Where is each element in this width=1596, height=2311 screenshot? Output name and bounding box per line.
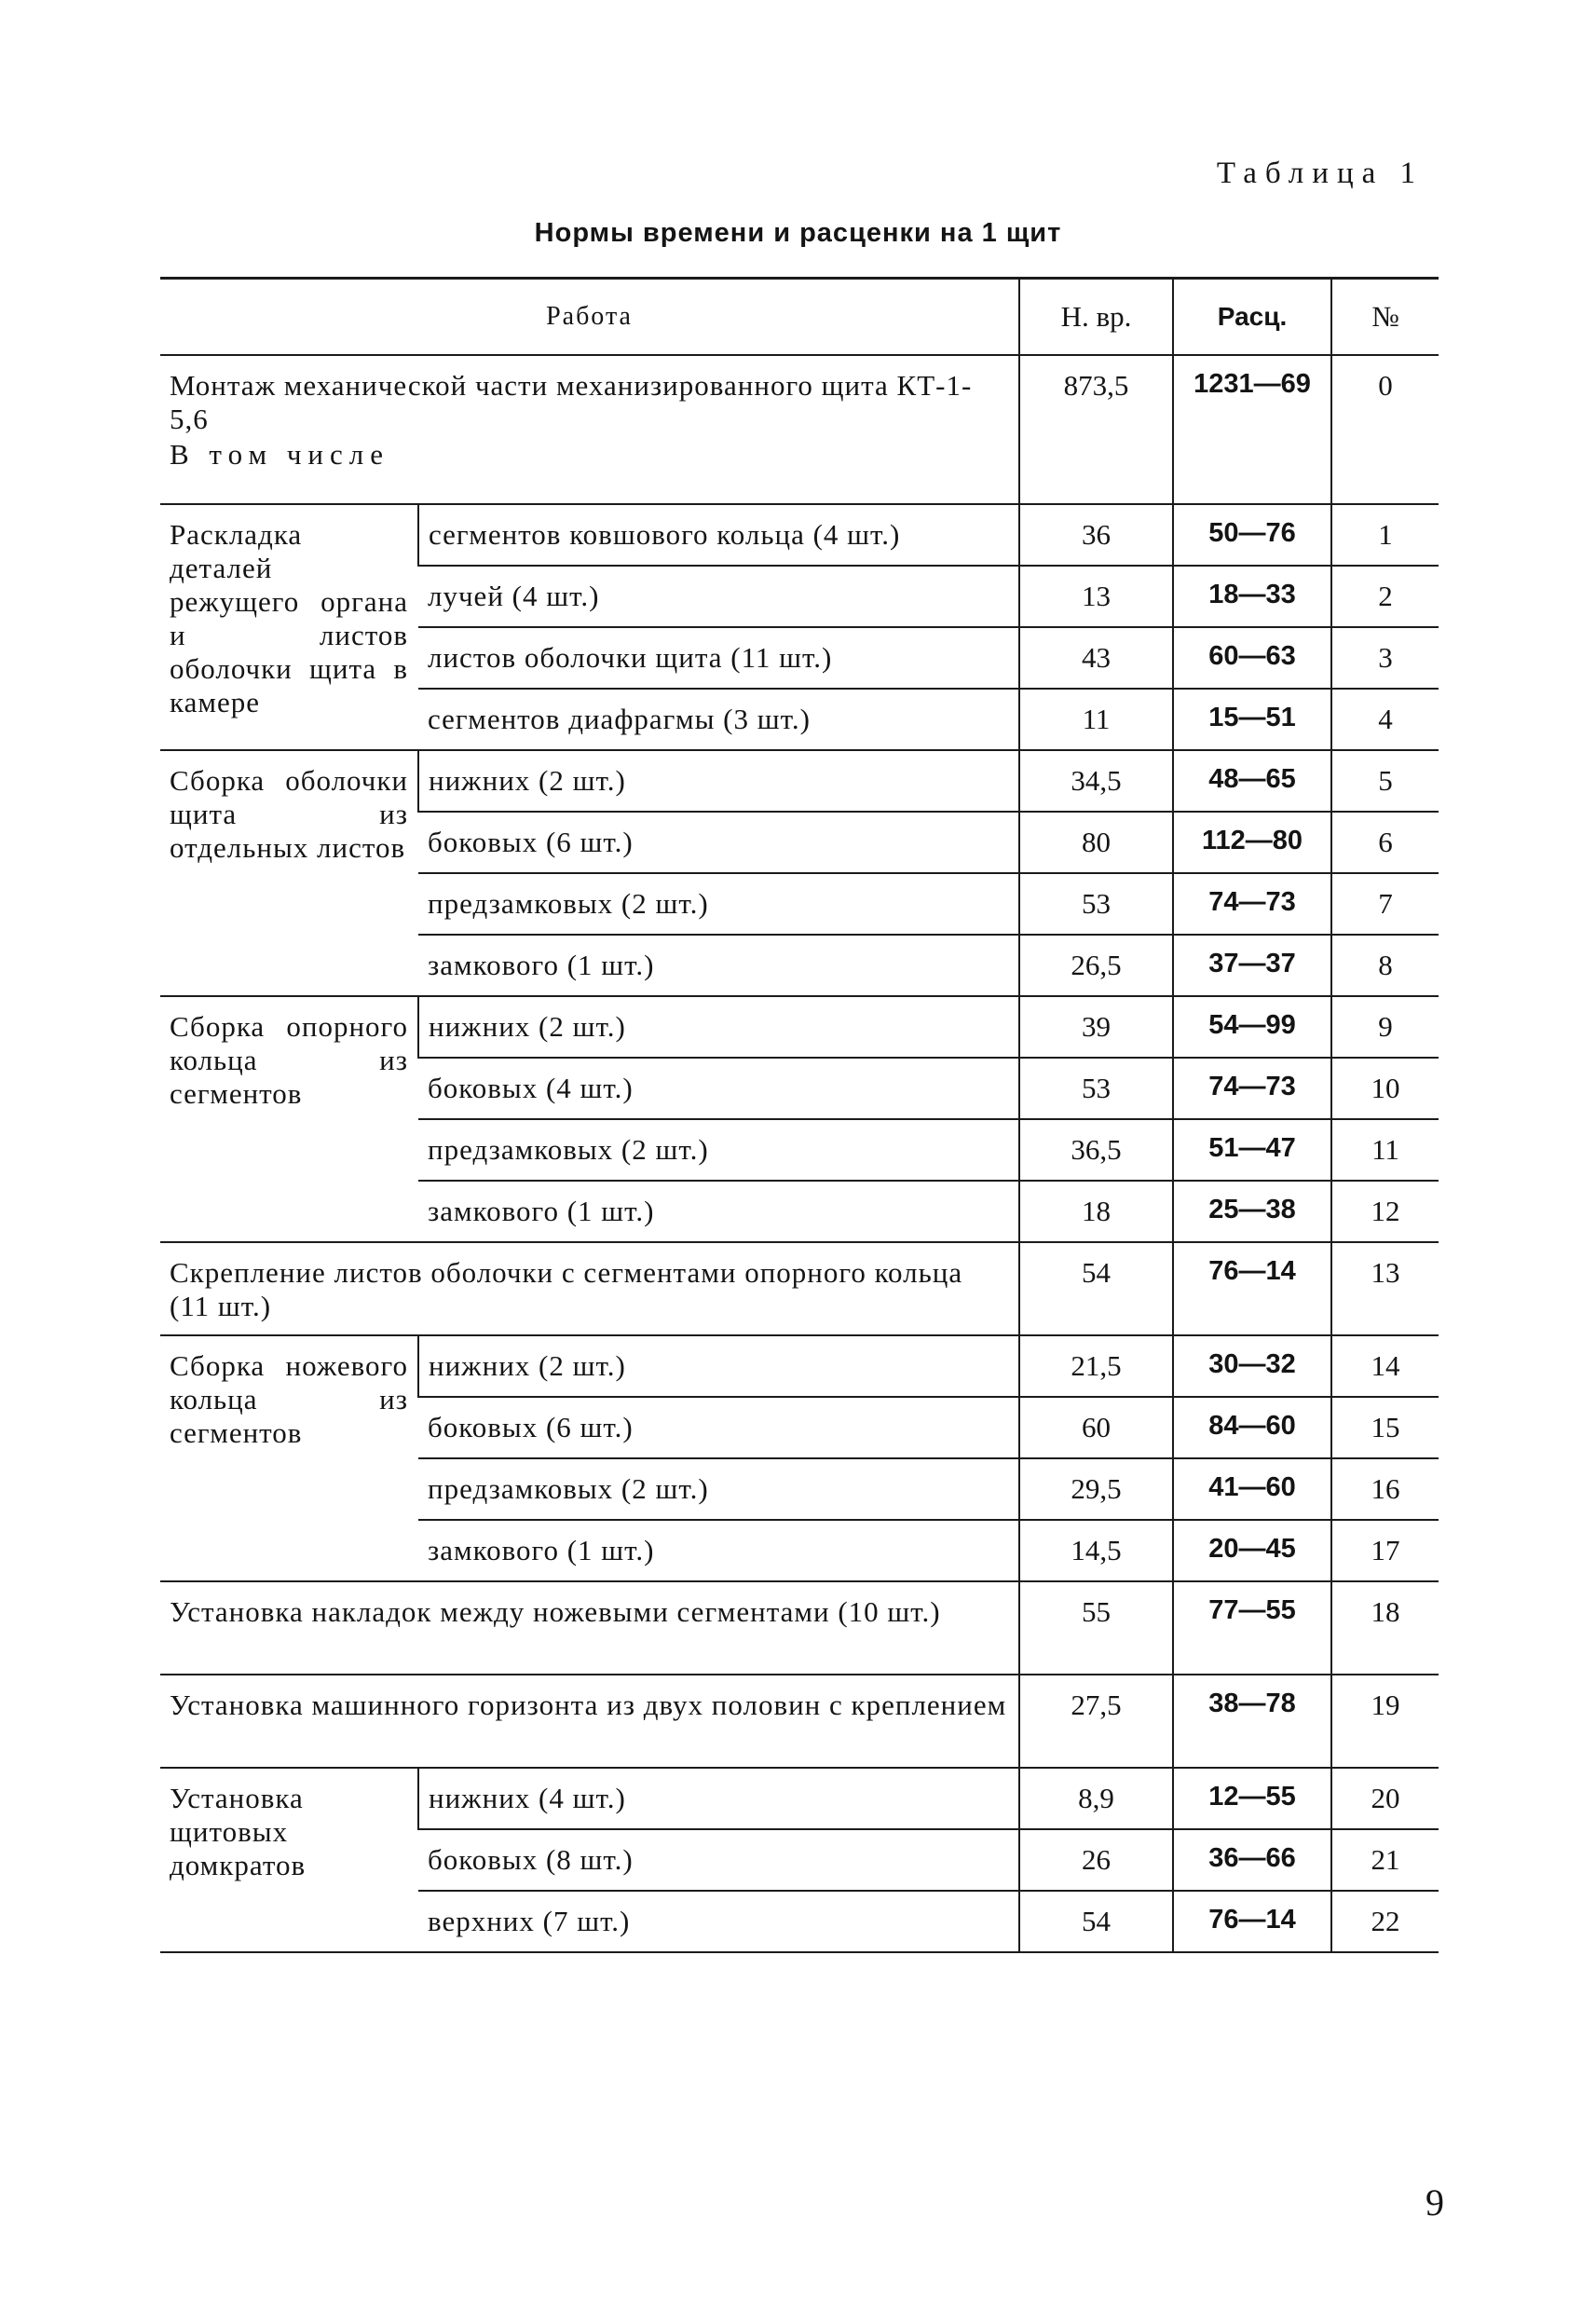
table-row <box>160 504 1439 566</box>
work-cell: Установка машинного горизонта из двух половин с креплением <box>160 1675 1019 1768</box>
group-label-cell: Раскладка деталей режущего органа и листов оболочки щита в камере <box>160 504 418 750</box>
group-label-cell: Сборка оболочки щита из отдельных листов <box>160 750 418 996</box>
norms-table <box>160 277 1439 1953</box>
time-cell: 14,5 <box>1019 1520 1173 1581</box>
row-number-cell: 14 <box>1331 1335 1439 1397</box>
row-number-cell: 3 <box>1331 627 1439 689</box>
row-number-cell: 13 <box>1331 1242 1439 1335</box>
row-number-cell: 15 <box>1331 1397 1439 1458</box>
subitem-cell: нижних (2 шт.) <box>418 996 1019 1058</box>
subitem-cell: боковых (4 шт.) <box>418 1058 1019 1119</box>
row-number-cell: 19 <box>1331 1675 1439 1768</box>
rate-cell: 20—45 <box>1173 1520 1331 1581</box>
column-header-rate: Расц. <box>1173 279 1331 356</box>
table-row-main <box>160 355 1439 504</box>
row-number-cell: 9 <box>1331 996 1439 1058</box>
row-number-cell: 5 <box>1331 750 1439 812</box>
subitem-cell: боковых (6 шт.) <box>418 812 1019 873</box>
work-cell: Установка накладок между ножевыми сегментами (10 шт.) <box>160 1581 1019 1675</box>
main-work-subtitle: В том числе <box>170 438 390 471</box>
subitem-cell: замкового (1 шт.) <box>418 935 1019 996</box>
time-cell: 26,5 <box>1019 935 1173 996</box>
table-body <box>160 355 1439 1952</box>
rate-cell: 76—14 <box>1173 1891 1331 1952</box>
subitem-cell: верхних (7 шт.) <box>418 1891 1019 1952</box>
subitem-cell: боковых (8 шт.) <box>418 1829 1019 1891</box>
group-label-cell: Сборка ножевого кольца из сегментов <box>160 1335 418 1581</box>
work-cell: Скрепление листов оболочки с сегментами опорного кольца (11 шт.) <box>160 1242 1019 1335</box>
rate-cell: 1231—69 <box>1173 355 1331 504</box>
rate-cell: 84—60 <box>1173 1397 1331 1458</box>
subitem-cell: предзамковых (2 шт.) <box>418 1458 1019 1520</box>
rate-cell: 74—73 <box>1173 1058 1331 1119</box>
time-cell: 43 <box>1019 627 1173 689</box>
row-number-cell: 21 <box>1331 1829 1439 1891</box>
time-cell: 54 <box>1019 1891 1173 1952</box>
time-cell: 39 <box>1019 996 1173 1058</box>
row-number-cell: 10 <box>1331 1058 1439 1119</box>
group-label-cell: Установка щитовых домкратов <box>160 1768 418 1952</box>
rate-cell: 36—66 <box>1173 1829 1331 1891</box>
row-number-cell: 17 <box>1331 1520 1439 1581</box>
row-number-cell: 2 <box>1331 566 1439 627</box>
row-number-cell: 4 <box>1331 689 1439 750</box>
rate-cell: 77—55 <box>1173 1581 1331 1675</box>
time-cell: 29,5 <box>1019 1458 1173 1520</box>
table-row <box>160 1242 1439 1335</box>
time-cell: 53 <box>1019 1058 1173 1119</box>
subitem-cell: нижних (2 шт.) <box>418 1335 1019 1397</box>
rate-cell: 30—32 <box>1173 1335 1331 1397</box>
row-number-cell: 22 <box>1331 1891 1439 1952</box>
subitem-cell: предзамковых (2 шт.) <box>418 873 1019 935</box>
time-cell: 36 <box>1019 504 1173 566</box>
group-label-cell: Сборка опорного кольца из сегментов <box>160 996 418 1242</box>
rate-cell: 38—78 <box>1173 1675 1331 1768</box>
table-label: Таблица 1 <box>1216 157 1424 190</box>
row-number-cell: 16 <box>1331 1458 1439 1520</box>
time-cell: 36,5 <box>1019 1119 1173 1181</box>
time-cell: 80 <box>1019 812 1173 873</box>
table-row <box>160 1768 1439 1829</box>
row-number-cell: 11 <box>1331 1119 1439 1181</box>
time-cell: 18 <box>1019 1181 1173 1242</box>
main-work-title: Монтаж механической части механизированного щита КТ-1-5,6 <box>170 369 973 435</box>
table-row <box>160 1581 1439 1675</box>
subitem-cell: замкового (1 шт.) <box>418 1520 1019 1581</box>
time-cell: 55 <box>1019 1581 1173 1675</box>
table-row <box>160 1335 1439 1397</box>
rate-cell: 51—47 <box>1173 1119 1331 1181</box>
subitem-cell: лучей (4 шт.) <box>418 566 1019 627</box>
subitem-cell: замкового (1 шт.) <box>418 1181 1019 1242</box>
time-cell: 54 <box>1019 1242 1173 1335</box>
table-row <box>160 996 1439 1058</box>
time-cell: 8,9 <box>1019 1768 1173 1829</box>
time-cell: 34,5 <box>1019 750 1173 812</box>
time-cell: 26 <box>1019 1829 1173 1891</box>
row-number-cell: 6 <box>1331 812 1439 873</box>
row-number-cell: 0 <box>1331 355 1439 504</box>
rate-cell: 112—80 <box>1173 812 1331 873</box>
column-header-num: № <box>1331 279 1439 356</box>
subitem-cell: нижних (4 шт.) <box>418 1768 1019 1829</box>
rate-cell: 76—14 <box>1173 1242 1331 1335</box>
rate-cell: 48—65 <box>1173 750 1331 812</box>
column-header-work: Работа <box>160 279 1019 356</box>
row-number-cell: 20 <box>1331 1768 1439 1829</box>
table-header-row <box>160 279 1439 356</box>
rate-cell: 37—37 <box>1173 935 1331 996</box>
rate-cell: 15—51 <box>1173 689 1331 750</box>
row-number-cell: 18 <box>1331 1581 1439 1675</box>
column-header-time: Н. вр. <box>1019 279 1173 356</box>
time-cell: 11 <box>1019 689 1173 750</box>
table-row <box>160 1675 1439 1768</box>
row-number-cell: 1 <box>1331 504 1439 566</box>
page-title: Нормы времени и расценки на 1 щит <box>534 218 1062 248</box>
subitem-cell: предзамковых (2 шт.) <box>418 1119 1019 1181</box>
time-cell: 27,5 <box>1019 1675 1173 1768</box>
rate-cell: 12—55 <box>1173 1768 1331 1829</box>
time-cell: 53 <box>1019 873 1173 935</box>
subitem-cell: сегментов ковшового кольца (4 шт.) <box>418 504 1019 566</box>
rate-cell: 60—63 <box>1173 627 1331 689</box>
row-number-cell: 12 <box>1331 1181 1439 1242</box>
rate-cell: 74—73 <box>1173 873 1331 935</box>
rate-cell: 41—60 <box>1173 1458 1331 1520</box>
time-cell: 873,5 <box>1019 355 1173 504</box>
rate-cell: 54—99 <box>1173 996 1331 1058</box>
subitem-cell: боковых (6 шт.) <box>418 1397 1019 1458</box>
table-row <box>160 750 1439 812</box>
row-number-cell: 7 <box>1331 873 1439 935</box>
subitem-cell: листов оболочки щита (11 шт.) <box>418 627 1019 689</box>
row-number-cell: 8 <box>1331 935 1439 996</box>
rate-cell: 18—33 <box>1173 566 1331 627</box>
rate-cell: 50—76 <box>1173 504 1331 566</box>
page-number: 9 <box>1425 2181 1444 2223</box>
time-cell: 21,5 <box>1019 1335 1173 1397</box>
main-work-cell <box>160 355 1019 504</box>
time-cell: 60 <box>1019 1397 1173 1458</box>
subitem-cell: нижних (2 шт.) <box>418 750 1019 812</box>
rate-cell: 25—38 <box>1173 1181 1331 1242</box>
time-cell: 13 <box>1019 566 1173 627</box>
subitem-cell: сегментов диафрагмы (3 шт.) <box>418 689 1019 750</box>
